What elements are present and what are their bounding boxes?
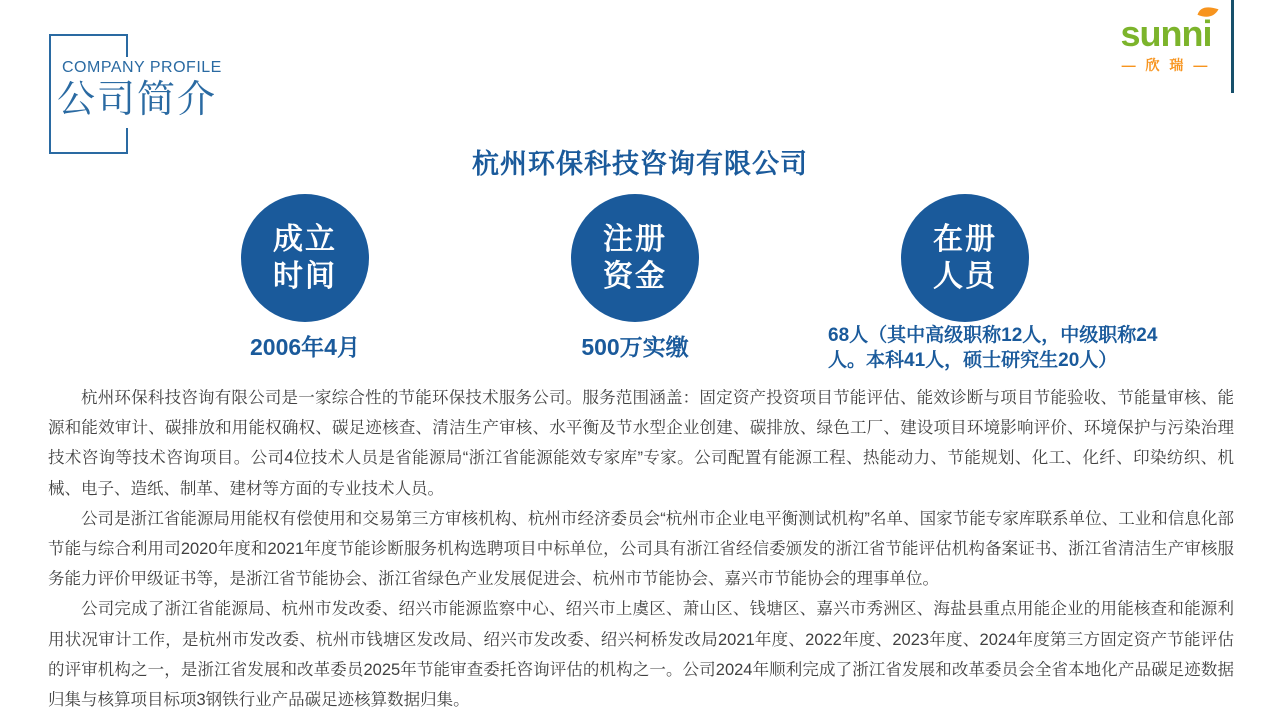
stat-circle-staff [901,194,1029,322]
stat-value-founding-date: 2006年4月 [250,334,360,360]
stat-circle-label-line1: 注册 [603,223,667,256]
stat-value-registered-capital: 500万实缴 [581,334,689,360]
logo-wordmark: sunni [1120,13,1212,54]
logo-brand-text [1121,14,1212,54]
section-title-zh: 公司简介 [57,76,227,128]
stat-circle-label-line1: 成立 [273,223,337,256]
stat-circle-label-line2: 资金 [603,260,667,293]
stat-circle-founding-date [241,194,369,322]
logo-tagline: — 欣 瑞 — [1121,57,1211,73]
company-logo [1096,14,1236,75]
paragraph-qualifications: 公司是浙江省能源局用能权有偿使用和交易第三方审核机构、杭州市经济委员会“杭州市企业电平衡测试机构”名单、国家节能专家库联系单位、工业和信息化部节能与综合利用司2020年度和2021年度节能诊断服务机构选聘项目中标单位，公司具有浙江省经信委颁发的浙江省节能评估机构备案证书、浙江省清洁生产审核服务能力评价甲级证书等，是浙江省节能协会、浙江省绿色产业发展促进会、杭州市节能协会、嘉兴市节能协会的理事单位。 [48,509,1234,589]
company-title: 杭州环保科技咨询有限公司 [472,149,808,179]
section-title-en: COMPANY PROFILE [62,57,230,79]
stat-value-staff: 68人（其中高级职称12人，中级职称24人。本科41人，硕士研究生20人） [828,325,1158,371]
stat-circle-registered-capital [571,194,699,322]
stat-circle-label-line2: 时间 [273,260,337,293]
stat-circle-label-line2: 人员 [933,260,997,293]
paragraph-achievements: 公司完成了浙江省能源局、杭州市发改委、绍兴市能源监察中心、绍兴市上虞区、萧山区、钱塘区、嘉兴市秀洲区、海盐县重点用能企业的用能核查和能源利用状况审计工作，是杭州市发改委、杭州市钱塘区发改局、绍兴市发改委、绍兴柯桥发改局2021年度、2022年度、2023年度、2024年度第三方固定资产节能评估的评审机构之一，是浙江省发展和改革委员2025年节能审查委托咨询评估的机构之一。公司2024年顺利完成了浙江省发展和改革委员会全省本地化产品碳足迹数据归集与核算项目标项3钢铁行业产品碳足迹核算数据归集。 [48,600,1234,710]
company-description [48,383,1234,715]
stat-circle-label-line1: 在册 [933,223,997,256]
paragraph-overview: 杭州环保科技咨询有限公司是一家综合性的节能环保技术服务公司。服务范围涵盖：固定资产投资项目节能评估、能效诊断与项目节能验收、节能量审核、能源和能效审计、碳排放和用能权确权、碳足迹核查、清洁生产审核、水平衡及节水型企业创建、碳排放、绿色工厂、建设项目环境影响评价、环境保护与污染治理技术咨询等技术咨询项目。公司4位技术人员是省能源局“浙江省能源能效专家库”专家。公司配置有能源工程、热能动力、节能规划、化工、化纤、印染纺织、机械、电子、造纸、制革、建材等方面的专业技术人员。 [48,389,1234,498]
